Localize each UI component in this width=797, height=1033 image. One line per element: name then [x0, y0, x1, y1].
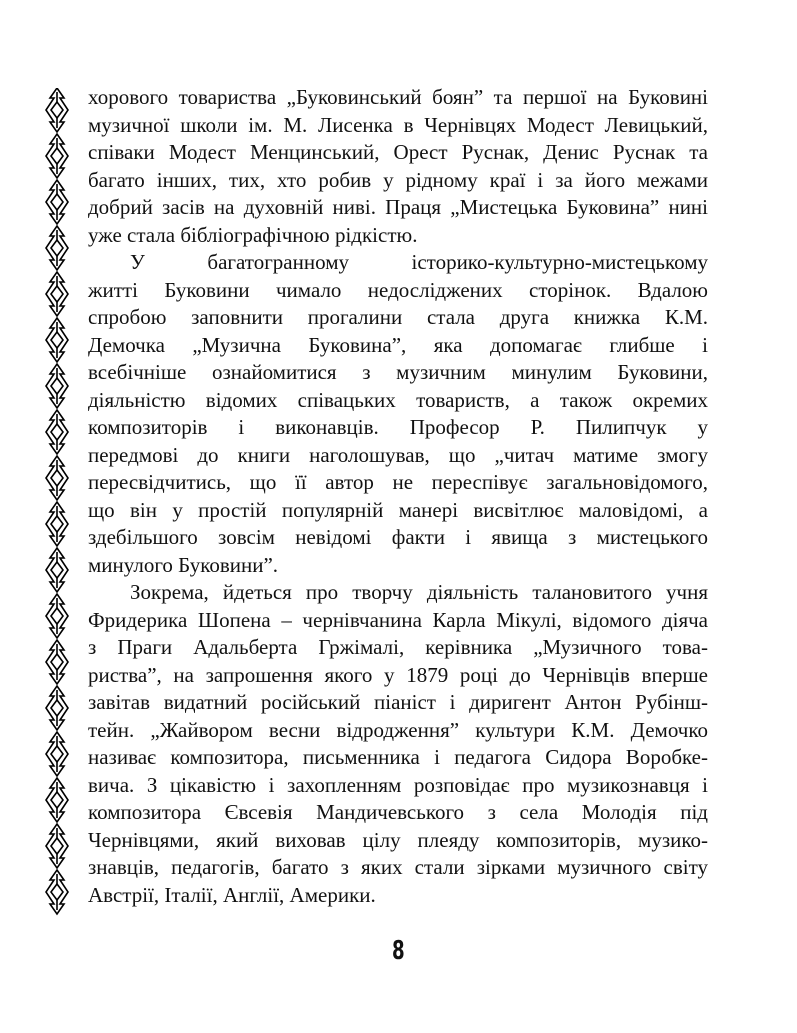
paragraph-3: [88, 579, 708, 909]
ornament-inner-diamond: [51, 792, 63, 808]
text-line: тейн. „Жайвором весни відродження” культури К.М. Демочко: [88, 717, 708, 742]
ornament-inner-diamond: [51, 470, 63, 486]
text-line: Чернівцями, який виховав цілу плеяду композиторів, музико-: [88, 827, 708, 852]
text-line: з Праги Адальберта Гржімалі, керівника „Музичного това-: [88, 635, 708, 659]
ornament-inner-diamond: [51, 562, 63, 578]
text-line: Фридерика Шопена – чернівчанина Карла Мікулі, відомого діяча: [88, 607, 708, 632]
ornament-inner-diamond: [51, 240, 63, 256]
ornament-inner-diamond: [51, 516, 63, 532]
text-line: минулого Буковини”.: [88, 552, 279, 577]
ornament-inner-diamond: [51, 746, 63, 762]
text-line: пересвідчитись, що її автор не переспівує загальновідомого,: [88, 470, 708, 494]
ornament-inner-diamond: [51, 102, 63, 118]
text-line: Зокрема, йдеться про творчу діяльність талановитого учня: [130, 580, 708, 604]
ornament-inner-diamond: [51, 654, 63, 670]
ornament-inner-diamond: [51, 378, 63, 394]
ornament-inner-diamond: [51, 884, 63, 900]
text-line: багато інших, тих, хто робив у рідному краї і за його межами: [88, 167, 708, 192]
text-line: Австрії, Італії, Англії, Америки.: [88, 882, 376, 907]
ornament-inner-diamond: [51, 286, 63, 302]
text-line: уже стала бібліографічною рідкістю.: [88, 222, 418, 247]
ornament-inner-diamond: [51, 424, 63, 440]
text-line: композитора Євсевія Мандичевського з села Молодія під: [88, 800, 708, 824]
text-line: що він у простій популярній манері висвітлює маловідомі, а: [88, 497, 708, 522]
text-line: добрий засів на духовній ниві. Праця „Мистецька Буковина” нині: [88, 195, 708, 219]
text-line: передмові до книги наголошував, що „читач матиме змогу: [88, 442, 708, 467]
text-line: риства”, на запрошення якого у 1879 році до Чернівців вперше: [88, 662, 708, 687]
text-line: вича. З цікавістю і захопленням розповідає про музикознавця і: [88, 772, 708, 797]
text-line: хорового товариства „Буковинський боян” та першої на Буковині: [88, 85, 708, 109]
paragraph-2: [88, 249, 708, 579]
ornament-inner-diamond: [51, 700, 63, 716]
text-line: здебільшого зовсім невідомі факти і явища з мистецького: [88, 525, 708, 549]
text-line: житті Буковини чимало недосліджених сторінок. Вдалою: [88, 277, 708, 302]
paragraph-1: [88, 84, 708, 249]
text-line: Демочка „Музична Буковина”, яка допомагає глибше і: [88, 332, 708, 357]
ornament-inner-diamond: [51, 194, 63, 210]
text-line: завітав видатний російський піаніст і диригент Антон Рубінш-: [88, 690, 708, 714]
ornament-inner-diamond: [51, 332, 63, 348]
ornament-inner-diamond: [51, 838, 63, 854]
text-line: музичної школи ім. М. Лисенка в Чернівцях Модест Левицький,: [88, 112, 708, 137]
text-line: знавців, педагогів, багато з яких стали зірками музичного світу: [88, 855, 708, 879]
text-line: всебічніше ознайомитися з музичним минулим Буковини,: [88, 360, 708, 384]
ornament-inner-diamond: [51, 148, 63, 164]
text-line: співаки Модест Менцинський, Орест Руснак, Денис Руснак та: [88, 140, 708, 164]
text-line: спробою заповнити прогалини стала друга книжка К.М.: [88, 305, 708, 329]
text-line: У багатогранному історико-культурно-мистецькому: [130, 250, 708, 274]
decorative-border-ornament: [44, 88, 70, 918]
page-number: 8: [392, 936, 405, 966]
text-line: називає композитора, письменника і педагога Сидора Воробке-: [88, 745, 708, 769]
page-text: [88, 84, 708, 909]
ornament-inner-diamond: [51, 608, 63, 624]
text-line: діяльністю відомих співацьких товариств, а також окремих: [88, 387, 708, 412]
text-line: композиторів і виконавців. Професор Р. Пилипчук у: [88, 415, 708, 439]
